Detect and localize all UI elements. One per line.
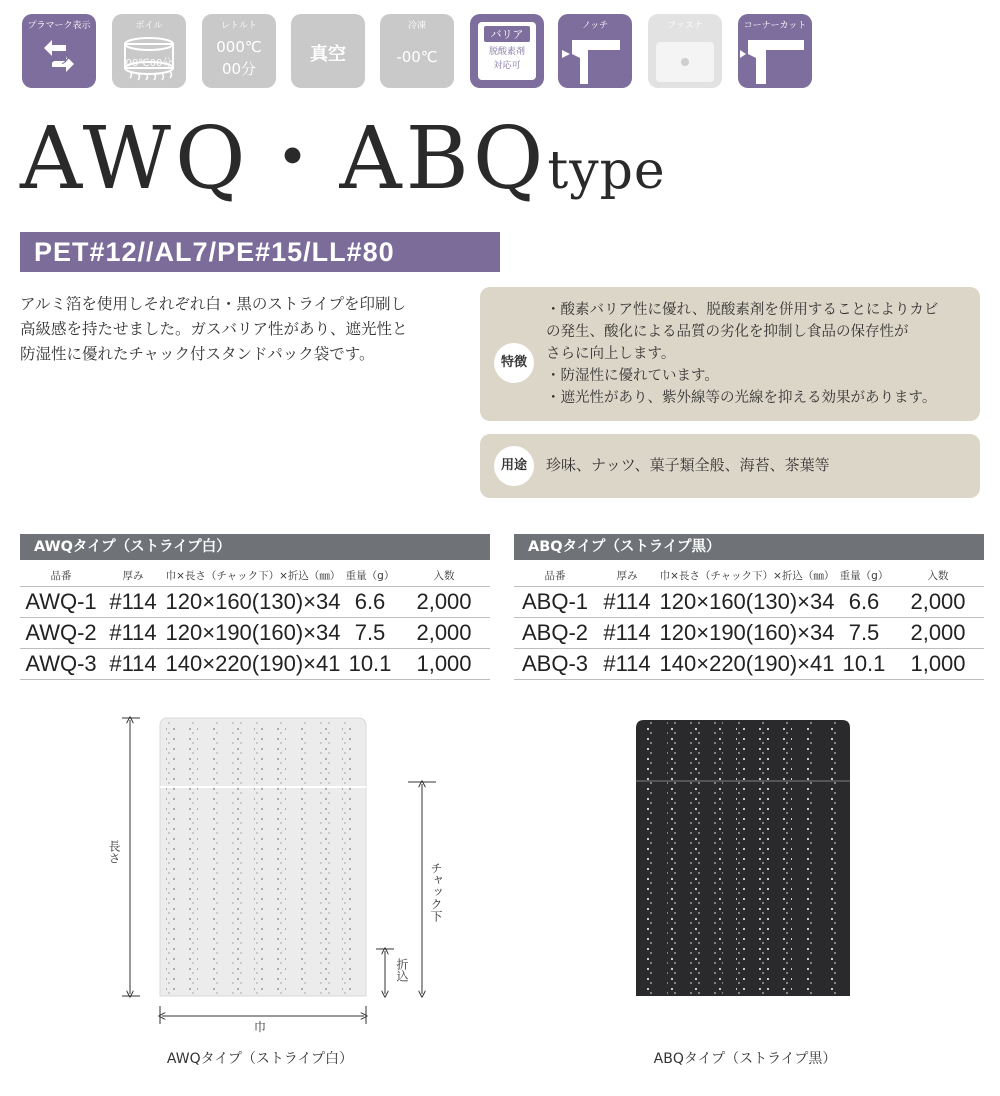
table-header-row [514, 564, 984, 587]
cell: 10.1 [836, 649, 892, 680]
feature-line: ・防湿性に優れています。 [546, 368, 719, 384]
features-label: 特徴 [494, 343, 534, 383]
cell: 120×190(160)×34 [164, 618, 342, 649]
barrier-badge [470, 14, 544, 88]
cell: 120×160(130)×34 [164, 587, 342, 618]
white-bag-diagram [100, 706, 460, 1036]
col-header: 品番 [50, 569, 72, 582]
cell: #114 [102, 587, 164, 618]
fold-label: 折込 [395, 958, 409, 982]
cell: #114 [102, 618, 164, 649]
title-main: AWQ・ABQ [20, 109, 548, 209]
cell: AWQ-1 [20, 587, 102, 618]
cell: 10.1 [342, 649, 398, 680]
table-header-row [20, 564, 490, 587]
badge-caption: コーナーカット [743, 21, 807, 31]
table-row [20, 618, 490, 649]
feature-line: ・酸素バリア性に優れ、脱酸素剤を併用することによりカビ [546, 302, 939, 318]
cell: #114 [596, 649, 658, 680]
table-title: ABQタイプ（ストライプ黒） [514, 534, 984, 560]
cell: AWQ-3 [20, 649, 102, 680]
cell: 7.5 [836, 618, 892, 649]
cell: #114 [596, 618, 658, 649]
col-header: 入数 [433, 569, 455, 582]
feature-line: の発生、酸化による品質の劣化を抑制し食品の保存性が [546, 324, 909, 340]
vacuum-icon: 真空 [310, 44, 346, 65]
badge-caption: レトルト [220, 21, 257, 31]
feature-line: ・遮光性があり、紫外線等の光線を抑える効果があります。 [546, 390, 937, 406]
awq-spec-table [20, 534, 490, 680]
fastener-icon [648, 14, 722, 88]
description-line: 防湿性に優れたチャック付スタンドパック袋です。 [20, 345, 375, 363]
notch-badge [558, 14, 632, 88]
table-row [20, 649, 490, 680]
table-row [514, 649, 984, 680]
product-description [20, 292, 460, 367]
corner-cut-icon [738, 14, 812, 88]
col-header: 巾×長さ（チャック下）×折込（㎜） [165, 569, 341, 582]
boil-badge [112, 14, 186, 88]
cell: AWQ-2 [20, 618, 102, 649]
cell: 2,000 [398, 587, 490, 618]
cell: 1,000 [892, 649, 984, 680]
col-header: 厚み [122, 569, 144, 582]
retort-temp: 000℃ [216, 38, 262, 56]
cell: 2,000 [398, 618, 490, 649]
boil-pot-icon [112, 14, 186, 88]
badge-caption: ノッチ [581, 21, 609, 31]
col-header: 巾×長さ（チャック下）×折込（㎜） [659, 569, 835, 582]
svg-text:プラ: プラ [46, 52, 72, 66]
table-row [514, 587, 984, 618]
description-line: 高級感を持たせました。ガスバリア性があり、遮光性と [20, 320, 408, 338]
compatible-label: 対応可 [493, 61, 521, 71]
black-bag-caption: ABQタイプ（ストライプ黒） [653, 1051, 837, 1067]
usage-text: 珍味、ナッツ、菓子類全般、海苔、茶葉等 [546, 456, 830, 474]
product-title [20, 109, 666, 209]
cell: 1,000 [398, 649, 490, 680]
cell: 140×220(190)×41 [164, 649, 342, 680]
col-header: 重量（g） [345, 569, 395, 582]
table-row [514, 618, 984, 649]
badge-caption: 冷凍 [407, 21, 426, 31]
table-title: AWQタイプ（ストライプ白） [20, 534, 490, 560]
cell: #114 [102, 649, 164, 680]
col-header: 入数 [927, 569, 949, 582]
cell: 6.6 [342, 587, 398, 618]
retort-badge [202, 14, 276, 88]
title-sub: type [547, 141, 666, 201]
cell: #114 [596, 587, 658, 618]
white-bag-caption: AWQタイプ（ストライプ白） [166, 1051, 354, 1067]
barrier-label: バリア [484, 26, 530, 42]
cell: 2,000 [892, 587, 984, 618]
boil-value: 00℃00分 [125, 58, 173, 69]
plastic-recycle-mark-icon [22, 14, 96, 88]
cell: 6.6 [836, 587, 892, 618]
cell: 2,000 [892, 618, 984, 649]
badge-caption: プラマーク表示 [27, 21, 91, 31]
plastic-mark-badge [22, 14, 96, 88]
notch-icon [558, 14, 632, 88]
cell: ABQ-3 [514, 649, 596, 680]
retort-time: 00分 [221, 60, 257, 78]
width-label: 巾 [254, 1020, 267, 1034]
cell: 140×220(190)×41 [658, 649, 836, 680]
col-header: 重量（g） [839, 569, 889, 582]
table-row [20, 587, 490, 618]
freezer-temp: -00℃ [396, 48, 438, 66]
usage-box [480, 434, 980, 498]
description-line: アルミ箔を使用しそれぞれ白・黒のストライプを印刷し [20, 295, 406, 313]
white-stripes [166, 720, 352, 994]
cell: 7.5 [342, 618, 398, 649]
badge-caption: ファスナ [667, 21, 703, 31]
length-label: 長さ [107, 840, 121, 864]
material-spec-band: PET#12//AL7/PE#15/LL#80 [20, 232, 500, 272]
abq-spec-table [514, 534, 984, 680]
features-box [480, 287, 980, 421]
black-bag-image [630, 716, 856, 1000]
freezer-badge [380, 14, 454, 88]
feature-line: さらに向上します。 [546, 346, 676, 362]
corner-cut-badge [738, 14, 812, 88]
cell: ABQ-2 [514, 618, 596, 649]
oxygen-absorber-label: 脱酸素剤 [488, 47, 525, 57]
badge-caption: ボイル [135, 21, 163, 31]
zipper-length-label: チャック下 [429, 862, 443, 922]
fastener-badge [648, 14, 722, 88]
usage-label: 用途 [494, 446, 534, 486]
barrier-icon [478, 22, 536, 80]
col-header: 品番 [544, 569, 566, 582]
vacuum-badge [291, 14, 365, 88]
cell: 120×190(160)×34 [658, 618, 836, 649]
cell: 120×160(130)×34 [658, 587, 836, 618]
col-header: 厚み [616, 569, 638, 582]
cell: ABQ-1 [514, 587, 596, 618]
black-stripes [644, 722, 838, 994]
